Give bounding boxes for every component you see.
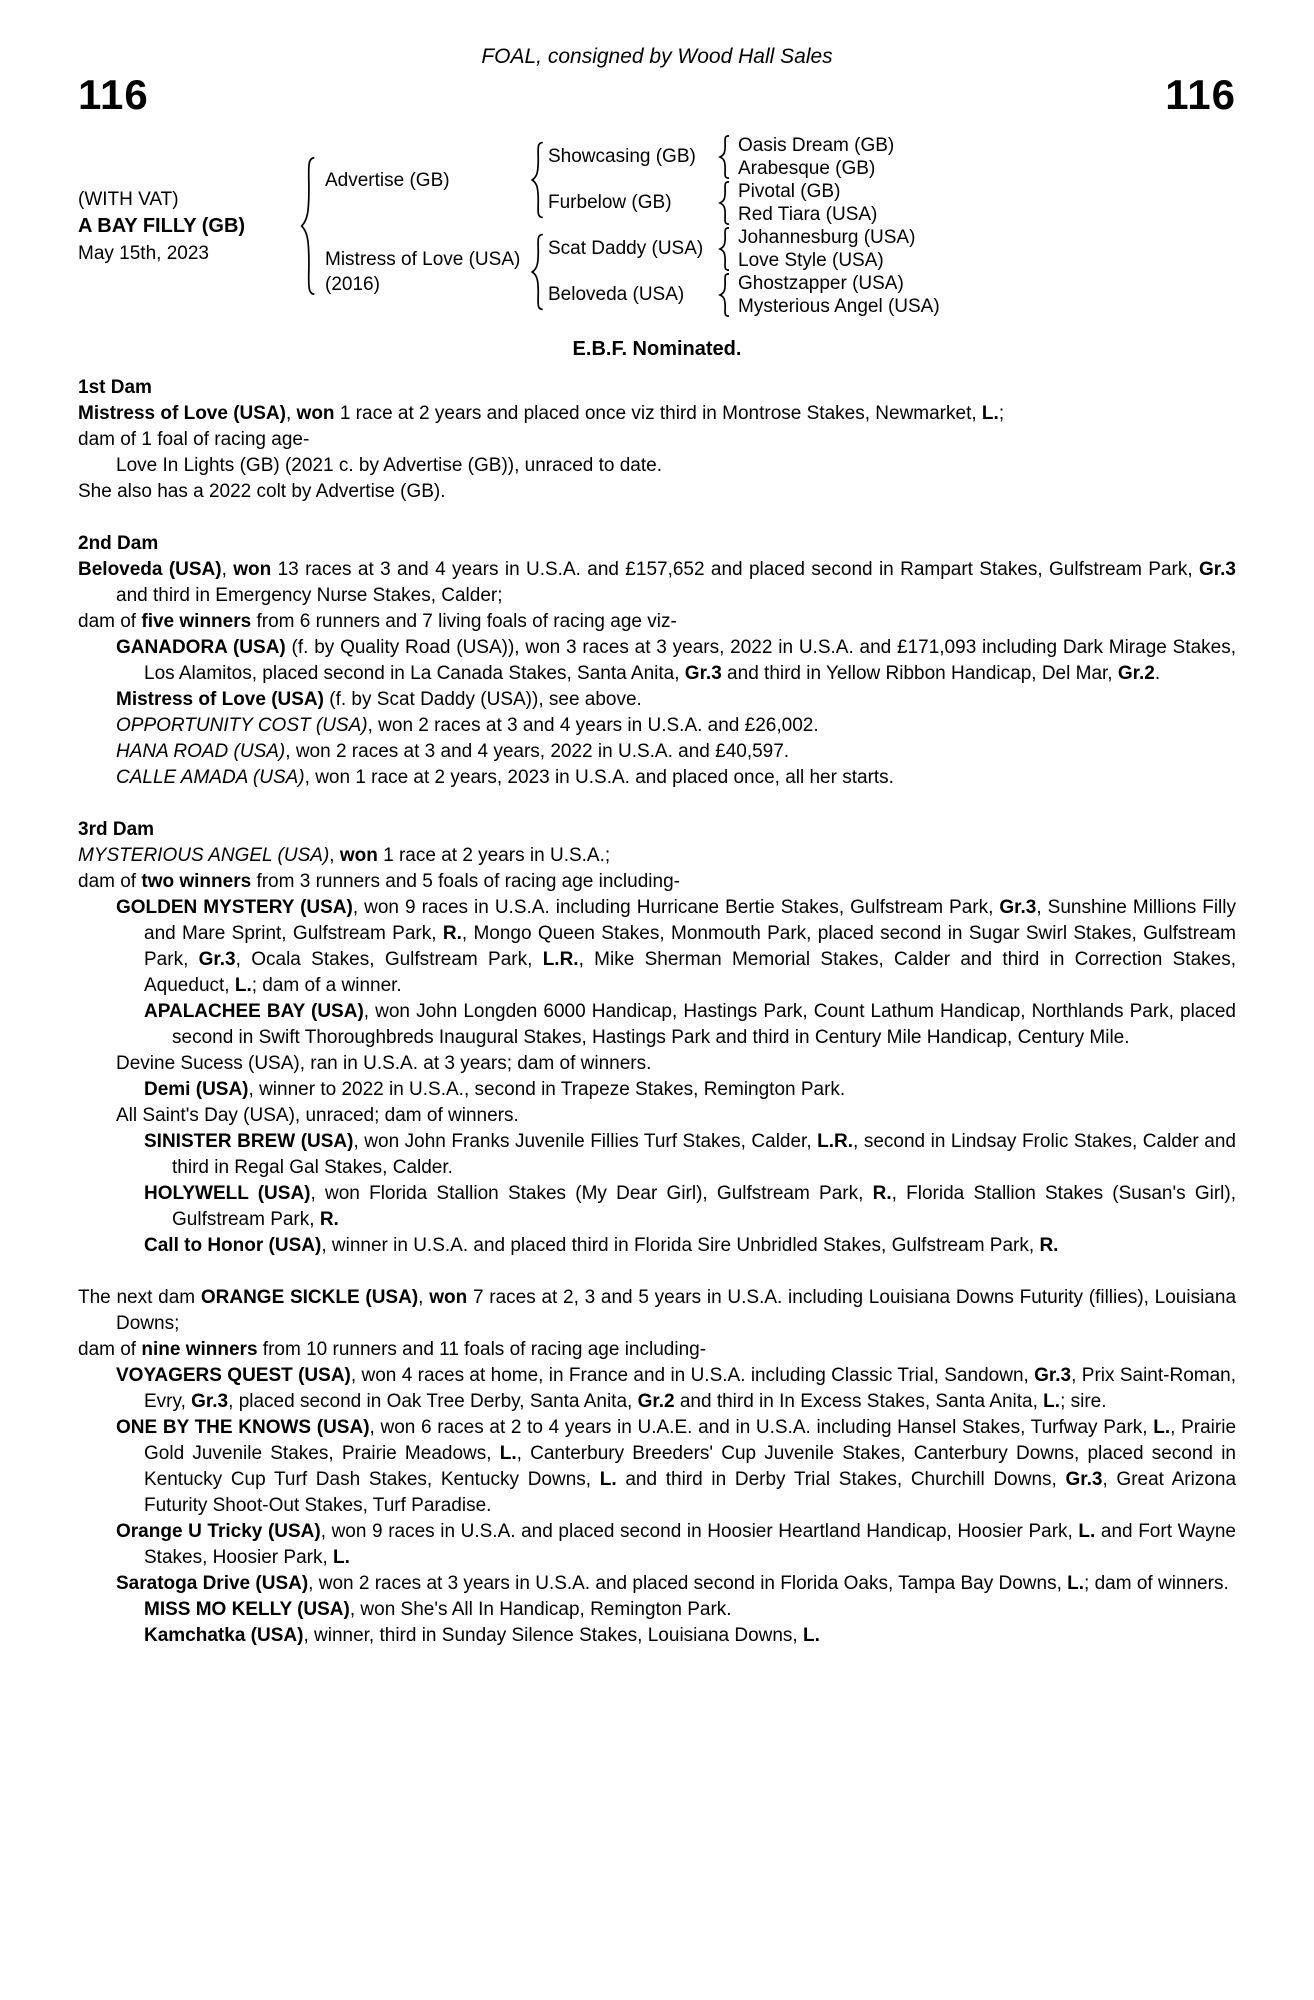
italic-text: OPPORTUNITY COST (USA) [116,715,368,736]
dam-section [78,375,1236,505]
pedigree-paragraph [78,1285,1236,1337]
bold-text: Gr.3 [999,897,1037,918]
plain-text: , won 9 races in U.S.A. including Hurricane Bertie Stakes, Gulfstream Park, [352,897,1000,918]
bold-text: L. [234,975,252,996]
plain-text: , [329,845,340,866]
curly-brace-icon [714,226,734,272]
plain-text: , Prairie Gold Juvenile Stakes, Prairie Meadows, [144,1417,1237,1464]
bold-text: five winners [141,611,252,632]
plain-text: (f. by Quality Road (USA)), won 3 races at 3 years, 2022 in U.S.A. and £171,093 including Dark Mirage Stakes, Los Alamitos, placed second in La Canada Stakes, Santa Anita, [144,637,1236,684]
curly-brace-icon [718,227,731,271]
dam-half [321,226,1236,318]
ebf-nominated-note: E.B.F. Nominated. [572,338,742,360]
great-grandparents [734,272,1236,318]
pedigree-paragraph [78,1181,1236,1233]
second-dam-name: Beloveda (USA) [548,284,685,305]
plain-text: 13 races at 3 and 4 years in U.S.A. and £157,652 and placed second in Rampart Stakes, Gulfstream Park, [271,559,1200,580]
curly-brace-icon [299,155,317,297]
bold-text: L. [981,403,999,424]
pedigree-quarter [548,226,1236,272]
plain-text: , winner, third in Sunday Silence Stakes, Louisiana Downs, [303,1625,803,1646]
pedigree-paragraph [78,869,1236,895]
section-heading: 2nd Dam [78,533,159,554]
pedigree-paragraph [78,557,1236,609]
dam-year: (2016) [325,274,380,295]
bold-text: R. [319,1209,339,1230]
ancestor-name: Johannesburg (USA) [738,227,916,248]
plain-text: dam of [78,871,142,892]
plain-text: , [221,559,234,580]
sire-quarters [548,134,1236,226]
bold-text: MISS MO KELLY (USA) [144,1599,350,1620]
lot-number-left: 116 [78,71,149,118]
sire-cell [321,134,526,226]
bold-text: ORANGE SICKLE (USA) [200,1287,419,1308]
bold-text: L. [1067,1573,1085,1594]
ancestor-name: Pivotal (GB) [738,181,841,202]
plain-text: , won 1 race at 2 years, 2023 in U.S.A. and placed once, all her starts. [304,767,894,788]
dam-quarters [548,226,1236,318]
bold-text: Kamchatka (USA) [144,1625,304,1646]
curly-brace-icon [714,180,734,226]
plain-text: Devine Sucess (USA), ran in U.S.A. at 3 years; dam of winners. [116,1053,652,1074]
bold-text: Orange U Tricky (USA) [116,1521,321,1542]
pedigree-paragraph [78,401,1236,427]
bold-text: Gr.2 [637,1391,675,1412]
bold-text: L. [599,1469,617,1490]
plain-text: dam of [78,1339,142,1360]
curly-brace-icon [718,181,731,225]
grandsire-name: Showcasing (GB) [548,146,696,167]
section-heading: 3rd Dam [78,819,155,840]
plain-text: , second in Lindsay Frolic Stakes, Calder and third in Regal Gal Stakes, Calder. [172,1131,1236,1178]
pedigree-paragraph [78,895,1236,999]
dam-cell [321,226,526,318]
bold-text: Saratoga Drive (USA) [116,1573,309,1594]
curly-brace-icon [526,134,548,226]
plain-text: and Fort Wayne Stakes, Hoosier Park, [144,1521,1236,1568]
foal-date: May 15th, 2023 [78,242,209,264]
pedigree-paragraph [78,713,1236,739]
sire-name: Advertise (GB) [325,169,450,191]
pedigree-paragraph [78,1233,1236,1259]
curly-brace-icon [530,233,545,311]
curly-brace-icon [718,135,731,179]
plain-text: All Saint's Day (USA), unraced; dam of winners. [116,1105,519,1126]
bold-text: ONE BY THE KNOWS (USA) [116,1417,370,1438]
plain-text: , won 2 races at 3 years in U.S.A. and placed second in Florida Oaks, Tampa Bay Downs, [308,1573,1068,1594]
curly-brace-icon [718,273,731,317]
ancestor-name: Love Style (USA) [738,250,884,271]
plain-text: , won 2 races at 3 and 4 years in U.S.A. and £26,002. [367,715,819,736]
damsire-name: Scat Daddy (USA) [548,238,704,259]
bold-text: VOYAGERS QUEST (USA) [116,1365,351,1386]
pedigree-paragraph [78,1363,1236,1415]
bold-text: L.R. [817,1131,854,1152]
italic-text: CALLE AMADA (USA) [116,767,305,788]
pedigree-paragraph [78,1597,1236,1623]
plain-text: (f. by Scat Daddy (USA)), see above. [323,689,642,710]
pedigree-paragraph [78,843,1236,869]
lot-number-row [78,72,1236,124]
bold-text: L.R. [542,949,579,970]
bold-text: Beloveda (USA) [78,559,222,580]
plain-text: , Sunshine Millions Filly and Mare Sprint, Gulfstream Park, [144,897,1236,944]
plain-text: 1 race at 2 years and placed once viz third in Montrose Stakes, Newmarket, [334,403,982,424]
plain-text: , Great Arizona Futurity Shoot-Out Stakes, Turf Paradise. [144,1469,1237,1516]
plain-text: from 3 runners and 5 foals of racing age including- [251,871,680,892]
pedigree-quarter [548,134,1236,180]
bold-text: L. [1153,1417,1171,1438]
pedigree-paragraph [78,765,1236,791]
pedigree-paragraph [78,609,1236,635]
plain-text: ; dam of winners. [1084,1573,1229,1594]
plain-text: , Mongo Queen Stakes, Monmouth Park, placed second in Sugar Swirl Stakes, Gulfstream Park, [144,923,1236,970]
plain-text: , won Florida Stallion Stakes (My Dear Girl), Gulfstream Park, [310,1183,873,1204]
pedigree-table [78,134,1236,318]
plain-text: , winner in U.S.A. and placed third in Florida Sire Unbridled Stakes, Gulfstream Park, [321,1235,1040,1256]
bold-text: two winners [141,871,252,892]
bold-text: won [296,403,335,424]
plain-text: from 6 runners and 7 living foals of racing age viz- [251,611,677,632]
great-grandparents [734,226,1236,272]
curly-brace-icon [714,272,734,318]
pedigree-quarter [548,272,1236,318]
curly-brace-icon [295,134,321,318]
pedigree-paragraph [78,427,1236,453]
bold-text: Gr.3 [684,663,722,684]
dam-section [78,531,1236,791]
horse-name: A BAY FILLY (GB) [78,214,246,237]
great-grandparents [734,180,1236,226]
bold-text: nine winners [141,1339,258,1360]
bold-text: won [429,1287,468,1308]
pedigree-text [78,375,1236,1649]
section-heading: 1st Dam [78,377,152,398]
plain-text: dam of 1 foal of racing age- [78,429,310,450]
plain-text: , Ocala Stakes, Gulfstream Park, [235,949,543,970]
pedigree-paragraph [78,1077,1236,1103]
bold-text: Gr.3 [198,949,236,970]
plain-text: ; dam of a winner. [251,975,402,996]
pedigree-paragraph [78,453,1236,479]
plain-text: and third in Emergency Nurse Stakes, Calder; [116,585,503,606]
pedigree-paragraph [78,1103,1236,1129]
pedigree-paragraph [78,479,1236,505]
bold-text: R. [1039,1235,1059,1256]
bold-text: Gr.3 [191,1391,229,1412]
pedigree-generations [321,134,1236,318]
plain-text: She also has a 2022 colt by Advertise (GB). [78,481,446,502]
curly-brace-icon [530,141,545,219]
plain-text: . [1154,663,1161,684]
pedigree-paragraph [78,1337,1236,1363]
plain-text: , [418,1287,430,1308]
pedigree-paragraph [78,635,1236,687]
bold-text: HOLYWELL (USA) [144,1183,311,1204]
plain-text: , Florida Stallion Stakes (Susan's Girl), Gulfstream Park, [172,1183,1237,1230]
pedigree-paragraph [78,1129,1236,1181]
plain-text: 7 races at 2, 3 and 5 years in U.S.A. including Louisiana Downs Futurity (fillies), Louisiana Downs; [116,1287,1237,1334]
curly-brace-icon [714,134,734,180]
plain-text: , won 2 races at 3 and 4 years, 2022 in U.S.A. and £40,597. [285,741,790,762]
bold-text: Gr.3 [1199,559,1236,580]
bold-text: L. [333,1547,350,1568]
plain-text: , winner to 2022 in U.S.A., second in Trapeze Stakes, Remington Park. [248,1079,846,1100]
bold-text: GANADORA (USA) [116,637,286,658]
ancestor-name: Mysterious Angel (USA) [738,296,940,317]
bold-text: Gr.2 [1117,663,1155,684]
plain-text: ; [998,403,1005,424]
bold-text: GOLDEN MYSTERY (USA) [116,897,353,918]
plain-text: and third in Derby Trial Stakes, Churchill Downs, [616,1469,1066,1490]
pedigree-paragraph [78,999,1236,1051]
plain-text: from 10 runners and 11 foals of racing age including- [257,1339,707,1360]
plain-text: Love In Lights (GB) (2021 c. by Advertise (GB)), unraced to date. [116,455,662,476]
plain-text: , [285,403,297,424]
plain-text: , won 6 races at 2 to 4 years in U.A.E. and in U.S.A. including Hansel Stakes, Turfway Park, [369,1417,1154,1438]
plain-text: , won John Franks Juvenile Fillies Turf Stakes, Calder, [353,1131,818,1152]
bold-text: L. [803,1625,820,1646]
bold-text: L. [1043,1391,1061,1412]
plain-text: and third in In Excess Stakes, Santa Anita, [674,1391,1044,1412]
plain-text: , Mike Sherman Memorial Stakes, Calder and third in Correction Stakes, Aqueduct, [144,949,1236,996]
plain-text: , Prix Saint-Roman, Evry, [144,1365,1236,1412]
dam-name: Mistress of Love (USA) [325,249,521,270]
bold-text: Gr.3 [1065,1469,1103,1490]
bold-text: Demi (USA) [144,1079,249,1100]
pedigree-paragraph [78,1051,1236,1077]
pedigree-paragraph [78,739,1236,765]
plain-text: , placed second in Oak Tree Derby, Santa Anita, [228,1391,638,1412]
bold-text: SINISTER BREW (USA) [144,1131,354,1152]
plain-text: 1 race at 2 years in U.S.A.; [377,845,611,866]
plain-text: , Canterbury Breeders' Cup Juvenile Stakes, Canterbury Downs, placed second in Kentucky Cup Turf Dash Stakes, Kentucky Downs, [144,1443,1236,1490]
great-grandparents [734,134,1236,180]
bold-text: R. [442,923,462,944]
bold-text: Call to Honor (USA) [144,1235,322,1256]
italic-text: HANA ROAD (USA) [116,741,286,762]
lot-info [78,134,295,318]
plain-text: The next dam [78,1287,201,1308]
bold-text: L. [1078,1521,1096,1542]
plain-text: , won 9 races in U.S.A. and placed second in Hoosier Heartland Handicap, Hoosier Park, [320,1521,1079,1542]
bold-text: Gr.3 [1034,1365,1072,1386]
bold-text: won [233,559,272,580]
granddam-name: Furbelow (GB) [548,192,672,213]
pedigree-paragraph [78,1519,1236,1571]
plain-text: ; sire. [1060,1391,1107,1412]
plain-text: , won John Longden 6000 Handicap, Hastings Park, Count Lathum Handicap, Northlands Park, placed second in Swift Thoroughbreds Inaugural Stakes, Hastings Park and third in Century Mile Handicap, Century Mile. [172,1001,1236,1048]
lot-number-right: 116 [1165,71,1236,118]
pedigree-quarter [548,180,1236,226]
pedigree-paragraph [78,1415,1236,1519]
bold-text: won [339,845,378,866]
bold-text: Mistress of Love (USA) [78,403,286,424]
pedigree-paragraph [78,1571,1236,1597]
plain-text: , won 4 races at home, in France and in U.S.A. including Classic Trial, Sandown, [350,1365,1035,1386]
bold-text: APALACHEE BAY (USA) [144,1001,364,1022]
bold-text: L. [499,1443,517,1464]
plain-text: and third in Yellow Ribbon Handicap, Del Mar, [721,663,1118,684]
bold-text: Mistress of Love (USA) [116,689,324,710]
pedigree-paragraph [78,1623,1236,1649]
sire-half [321,134,1236,226]
plain-text: dam of [78,611,142,632]
ancestor-name: Arabesque (GB) [738,158,876,179]
curly-brace-icon [526,226,548,318]
italic-text: MYSTERIOUS ANGEL (USA) [78,845,330,866]
pedigree-paragraph [78,687,1236,713]
ancestor-name: Ghostzapper (USA) [738,273,904,294]
bold-text: R. [872,1183,892,1204]
dam-section [78,817,1236,1259]
plain-text: , won She's All In Handicap, Remington Park. [349,1599,732,1620]
page-title: FOAL, consigned by Wood Hall Sales [481,45,833,68]
vat-note: (WITH VAT) [78,188,179,210]
ancestor-name: Red Tiara (USA) [738,204,878,225]
ancestor-name: Oasis Dream (GB) [738,135,895,156]
dam-section [78,1285,1236,1649]
